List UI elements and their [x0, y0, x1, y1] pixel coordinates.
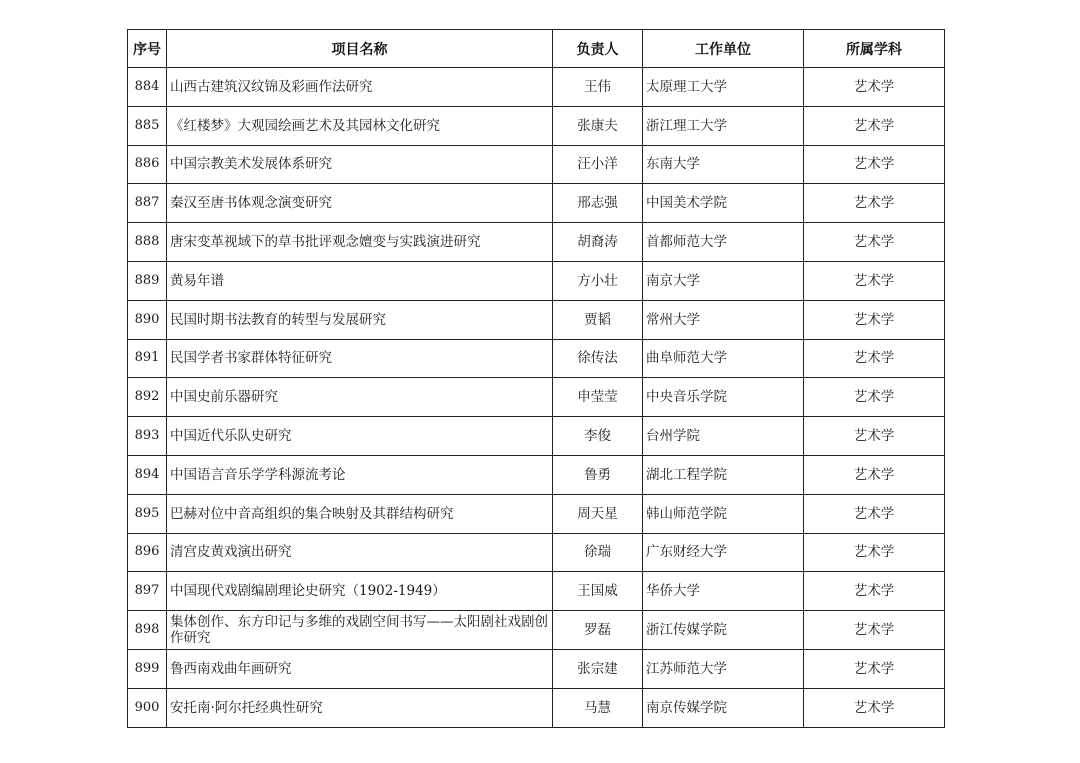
- work-unit: 浙江理工大学: [643, 106, 804, 145]
- project-leader: 李俊: [553, 417, 643, 456]
- header-project-name: 项目名称: [167, 30, 553, 68]
- table-row: [128, 572, 945, 611]
- project-leader: 徐传法: [553, 339, 643, 378]
- table-row: [128, 688, 945, 727]
- table-row: [128, 417, 945, 456]
- row-number: 890: [128, 300, 167, 339]
- row-number: 892: [128, 378, 167, 417]
- row-number: 893: [128, 417, 167, 456]
- project-leader: 王伟: [553, 68, 643, 107]
- subject: 艺术学: [804, 223, 945, 262]
- row-number: 886: [128, 145, 167, 184]
- project-name: 黄易年谱: [167, 261, 553, 300]
- header-subject: 所属学科: [804, 30, 945, 68]
- work-unit: 南京传媒学院: [643, 688, 804, 727]
- project-name: 民国时期书法教育的转型与发展研究: [167, 300, 553, 339]
- project-name: 民国学者书家群体特征研究: [167, 339, 553, 378]
- project-name: 中国史前乐器研究: [167, 378, 553, 417]
- row-number: 887: [128, 184, 167, 223]
- subject: 艺术学: [804, 68, 945, 107]
- project-name: 中国语言音乐学学科源流考论: [167, 455, 553, 494]
- table-row: [128, 106, 945, 145]
- work-unit: 太原理工大学: [643, 68, 804, 107]
- work-unit: 湖北工程学院: [643, 455, 804, 494]
- project-name: 鲁西南戏曲年画研究: [167, 649, 553, 688]
- project-table-wrapper: [127, 29, 945, 728]
- project-leader: 邢志强: [553, 184, 643, 223]
- table-row: [128, 261, 945, 300]
- project-name: 山西古建筑汉纹锦及彩画作法研究: [167, 68, 553, 107]
- subject: 艺术学: [804, 184, 945, 223]
- subject: 艺术学: [804, 106, 945, 145]
- work-unit: 首都师范大学: [643, 223, 804, 262]
- row-number: 899: [128, 649, 167, 688]
- project-leader: 罗磊: [553, 611, 643, 650]
- row-number: 885: [128, 106, 167, 145]
- row-number: 898: [128, 611, 167, 650]
- work-unit: 中央音乐学院: [643, 378, 804, 417]
- project-leader: 方小壮: [553, 261, 643, 300]
- project-name: 安托南·阿尔托经典性研究: [167, 688, 553, 727]
- subject: 艺术学: [804, 533, 945, 572]
- header-number: 序号: [128, 30, 167, 68]
- work-unit: 中国美术学院: [643, 184, 804, 223]
- table-row: [128, 145, 945, 184]
- subject: 艺术学: [804, 300, 945, 339]
- row-number: 894: [128, 455, 167, 494]
- table-row: [128, 455, 945, 494]
- project-name: 唐宋变革视域下的草书批评观念嬗变与实践演进研究: [167, 223, 553, 262]
- row-number: 889: [128, 261, 167, 300]
- table-row: [128, 300, 945, 339]
- row-number: 896: [128, 533, 167, 572]
- project-leader: 张康夫: [553, 106, 643, 145]
- work-unit: 东南大学: [643, 145, 804, 184]
- project-leader: 汪小洋: [553, 145, 643, 184]
- project-leader: 鲁勇: [553, 455, 643, 494]
- work-unit: 韩山师范学院: [643, 494, 804, 533]
- project-name: 中国近代乐队史研究: [167, 417, 553, 456]
- project-name: 秦汉至唐书体观念演变研究: [167, 184, 553, 223]
- subject: 艺术学: [804, 649, 945, 688]
- table-row: [128, 611, 945, 650]
- subject: 艺术学: [804, 494, 945, 533]
- row-number: 888: [128, 223, 167, 262]
- work-unit: 曲阜师范大学: [643, 339, 804, 378]
- project-leader: 徐瑞: [553, 533, 643, 572]
- project-name: 中国现代戏剧编剧理论史研究（1902-1949）: [167, 572, 553, 611]
- table-row: [128, 223, 945, 262]
- work-unit: 台州学院: [643, 417, 804, 456]
- table-row: [128, 494, 945, 533]
- project-name: 巴赫对位中音高组织的集合映射及其群结构研究: [167, 494, 553, 533]
- project-leader: 周天星: [553, 494, 643, 533]
- work-unit: 华侨大学: [643, 572, 804, 611]
- project-name: 《红楼梦》大观园绘画艺术及其园林文化研究: [167, 106, 553, 145]
- row-number: 900: [128, 688, 167, 727]
- project-name: 集体创作、东方印记与多维的戏剧空间书写——太阳剧社戏剧创作研究: [167, 611, 553, 650]
- work-unit: 广东财经大学: [643, 533, 804, 572]
- header-leader: 负责人: [553, 30, 643, 68]
- project-leader: 王国威: [553, 572, 643, 611]
- project-name: 清宫皮黄戏演出研究: [167, 533, 553, 572]
- project-leader: 胡裔涛: [553, 223, 643, 262]
- table-row: [128, 649, 945, 688]
- table-row: [128, 68, 945, 107]
- project-leader: 贾韬: [553, 300, 643, 339]
- table-body: [128, 68, 945, 728]
- table-row: [128, 378, 945, 417]
- row-number: 884: [128, 68, 167, 107]
- project-table: [127, 29, 945, 728]
- subject: 艺术学: [804, 261, 945, 300]
- subject: 艺术学: [804, 455, 945, 494]
- row-number: 891: [128, 339, 167, 378]
- table-header-row: [128, 30, 945, 68]
- project-leader: 申莹莹: [553, 378, 643, 417]
- project-leader: 马慧: [553, 688, 643, 727]
- project-leader: 张宗建: [553, 649, 643, 688]
- subject: 艺术学: [804, 145, 945, 184]
- subject: 艺术学: [804, 611, 945, 650]
- work-unit: 浙江传媒学院: [643, 611, 804, 650]
- table-row: [128, 533, 945, 572]
- header-work-unit: 工作单位: [643, 30, 804, 68]
- work-unit: 江苏师范大学: [643, 649, 804, 688]
- project-name: 中国宗教美术发展体系研究: [167, 145, 553, 184]
- table-row: [128, 339, 945, 378]
- row-number: 895: [128, 494, 167, 533]
- row-number: 897: [128, 572, 167, 611]
- work-unit: 南京大学: [643, 261, 804, 300]
- subject: 艺术学: [804, 688, 945, 727]
- subject: 艺术学: [804, 572, 945, 611]
- subject: 艺术学: [804, 339, 945, 378]
- work-unit: 常州大学: [643, 300, 804, 339]
- table-row: [128, 184, 945, 223]
- subject: 艺术学: [804, 378, 945, 417]
- subject: 艺术学: [804, 417, 945, 456]
